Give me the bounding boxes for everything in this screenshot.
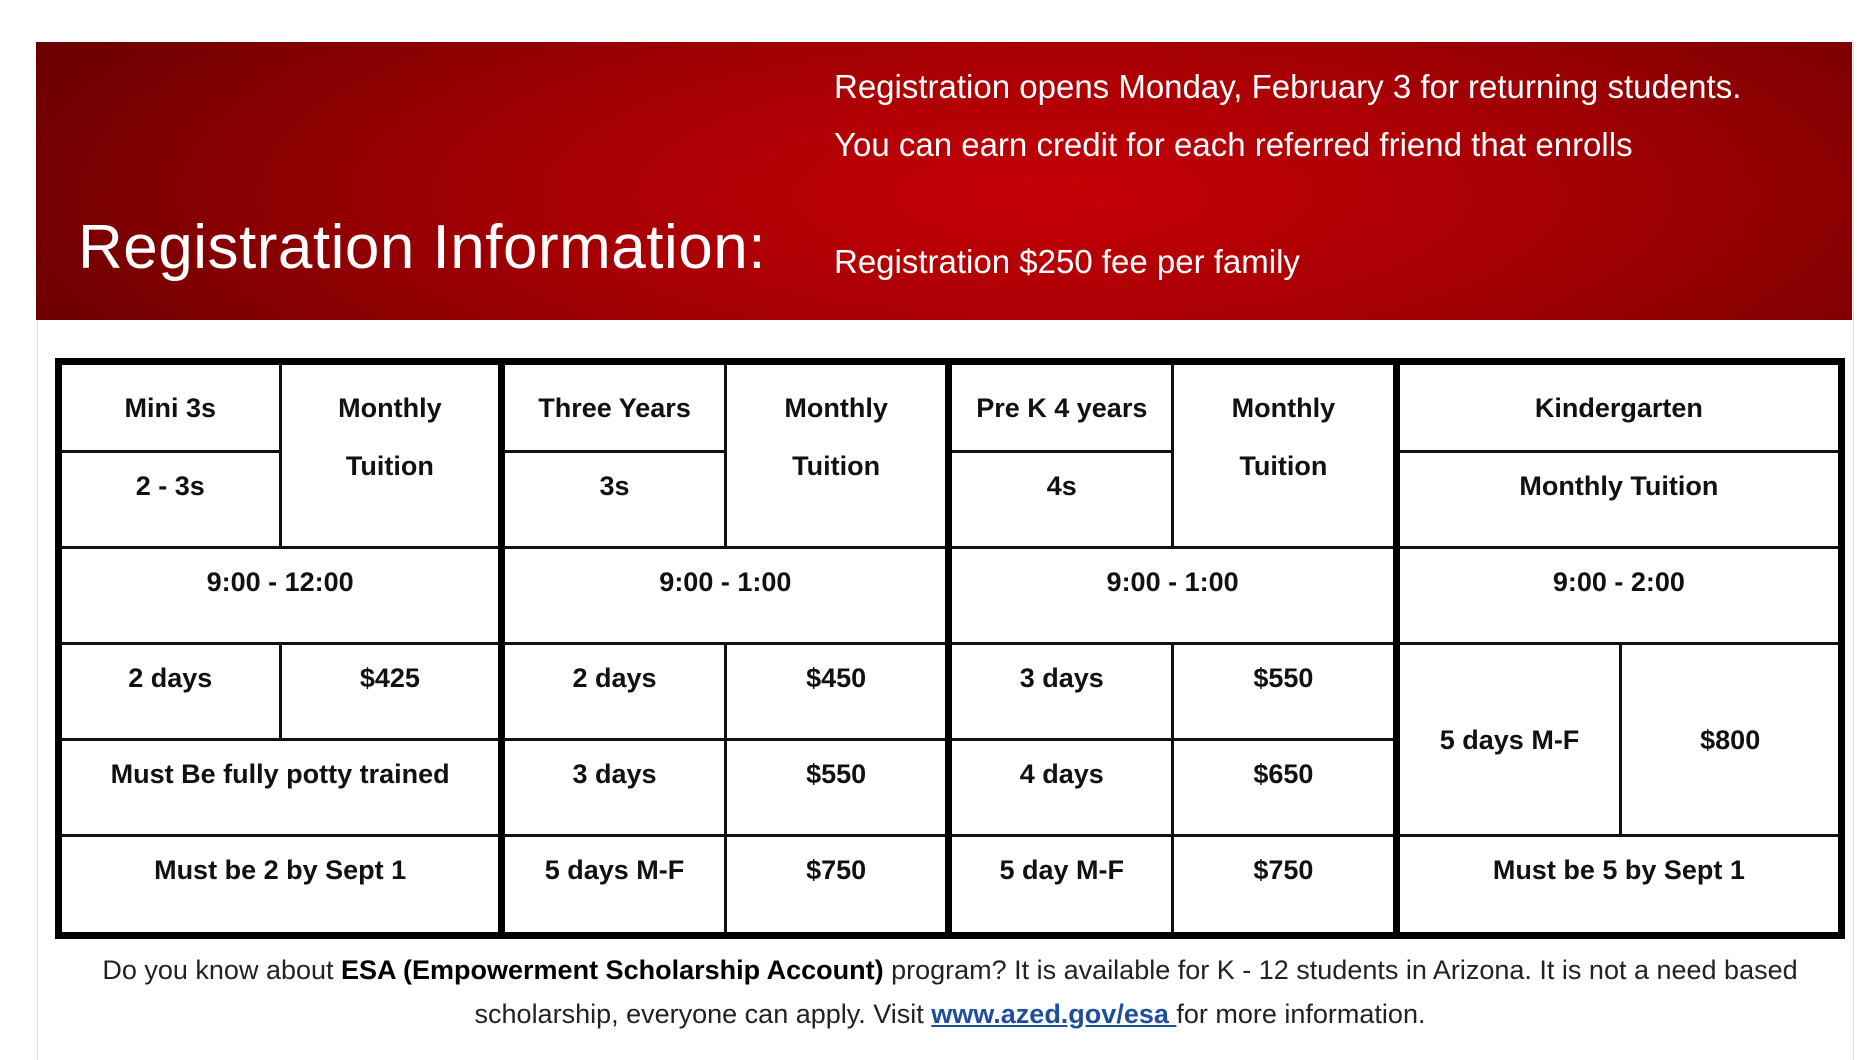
mini-name-cell: Mini 3s [59, 362, 281, 452]
tuition-table-wrap [55, 358, 1845, 932]
three-age-cell: 3s [502, 452, 726, 548]
three-name-cell: Three Years [502, 362, 726, 452]
footer-text-3: for more information. [1176, 999, 1426, 1029]
registration-banner [36, 42, 1852, 320]
kinder-name-cell: Kindergarten [1396, 362, 1841, 452]
mini-age-note: Must be 2 by Sept 1 [59, 836, 502, 936]
kinder-age-note: Must be 5 by Sept 1 [1396, 836, 1841, 936]
three-price-cell: $450 [725, 644, 949, 740]
three-price-cell: $750 [725, 836, 949, 936]
three-tuition-line1: Monthly [784, 393, 888, 423]
prek-hours-cell: 9:00 - 1:00 [949, 548, 1396, 644]
mini-price-cell: $425 [280, 644, 502, 740]
prek-tuition-header [1173, 362, 1397, 548]
banner-referral-credit: You can earn credit for each referred friend that enrolls [834, 126, 1633, 163]
three-days-cell: 3 days [502, 740, 726, 836]
kinder-hours-cell: 9:00 - 2:00 [1396, 548, 1841, 644]
table-row [59, 836, 1842, 936]
esa-link[interactable]: www.azed.gov/esa [931, 999, 1177, 1029]
left-border-line [37, 318, 38, 1060]
footer-esa-bold: ESA (Empowerment Scholarship Account) [341, 955, 884, 985]
three-price-cell: $550 [725, 740, 949, 836]
table-row [59, 644, 1842, 740]
mini-age-cell: 2 - 3s [59, 452, 281, 548]
three-days-cell: 5 days M-F [502, 836, 726, 936]
esa-info-paragraph [60, 948, 1840, 1036]
prek-price-cell: $550 [1173, 644, 1397, 740]
prek-days-cell: 3 days [949, 644, 1173, 740]
prek-name-cell: Pre K 4 years [949, 362, 1173, 452]
prek-days-cell: 4 days [949, 740, 1173, 836]
footer-text-2: program? It is available for K - 12 students in Arizona. It is not a need based scholarship, everyone can apply. Visit [474, 955, 1798, 1029]
mini-tuition-line2: Tuition [345, 451, 434, 481]
prek-tuition-line1: Monthly [1231, 393, 1336, 423]
mini-tuition-header [280, 362, 502, 548]
kinder-tuition-header: Monthly Tuition [1396, 452, 1841, 548]
banner-registration-fee: Registration $250 fee per family [834, 243, 1300, 280]
prek-age-cell: 4s [949, 452, 1173, 548]
kinder-days-cell: 5 days M-F [1396, 644, 1621, 836]
prek-price-cell: $650 [1173, 740, 1397, 836]
right-border-line [1853, 42, 1854, 1060]
footer-text-1: Do you know about [102, 955, 342, 985]
three-hours-cell: 9:00 - 1:00 [502, 548, 949, 644]
tuition-table [55, 358, 1845, 939]
prek-price-cell: $750 [1173, 836, 1397, 936]
mini-tuition-line1: Monthly [338, 393, 442, 423]
prek-days-cell: 5 day M-F [949, 836, 1173, 936]
three-days-cell: 2 days [502, 644, 726, 740]
table-row [59, 362, 1842, 452]
mini-hours-cell: 9:00 - 12:00 [59, 548, 502, 644]
prek-tuition-line2: Tuition [1239, 451, 1328, 481]
three-tuition-line2: Tuition [792, 451, 881, 481]
banner-registration-opens: Registration opens Monday, February 3 for returning students. [834, 68, 1742, 105]
mini-days-cell: 2 days [59, 644, 281, 740]
kinder-price-cell: $800 [1621, 644, 1842, 836]
three-tuition-header [725, 362, 949, 548]
mini-potty-note: Must Be fully potty trained [59, 740, 502, 836]
table-row [59, 548, 1842, 644]
banner-title: Registration Information: [78, 213, 766, 282]
